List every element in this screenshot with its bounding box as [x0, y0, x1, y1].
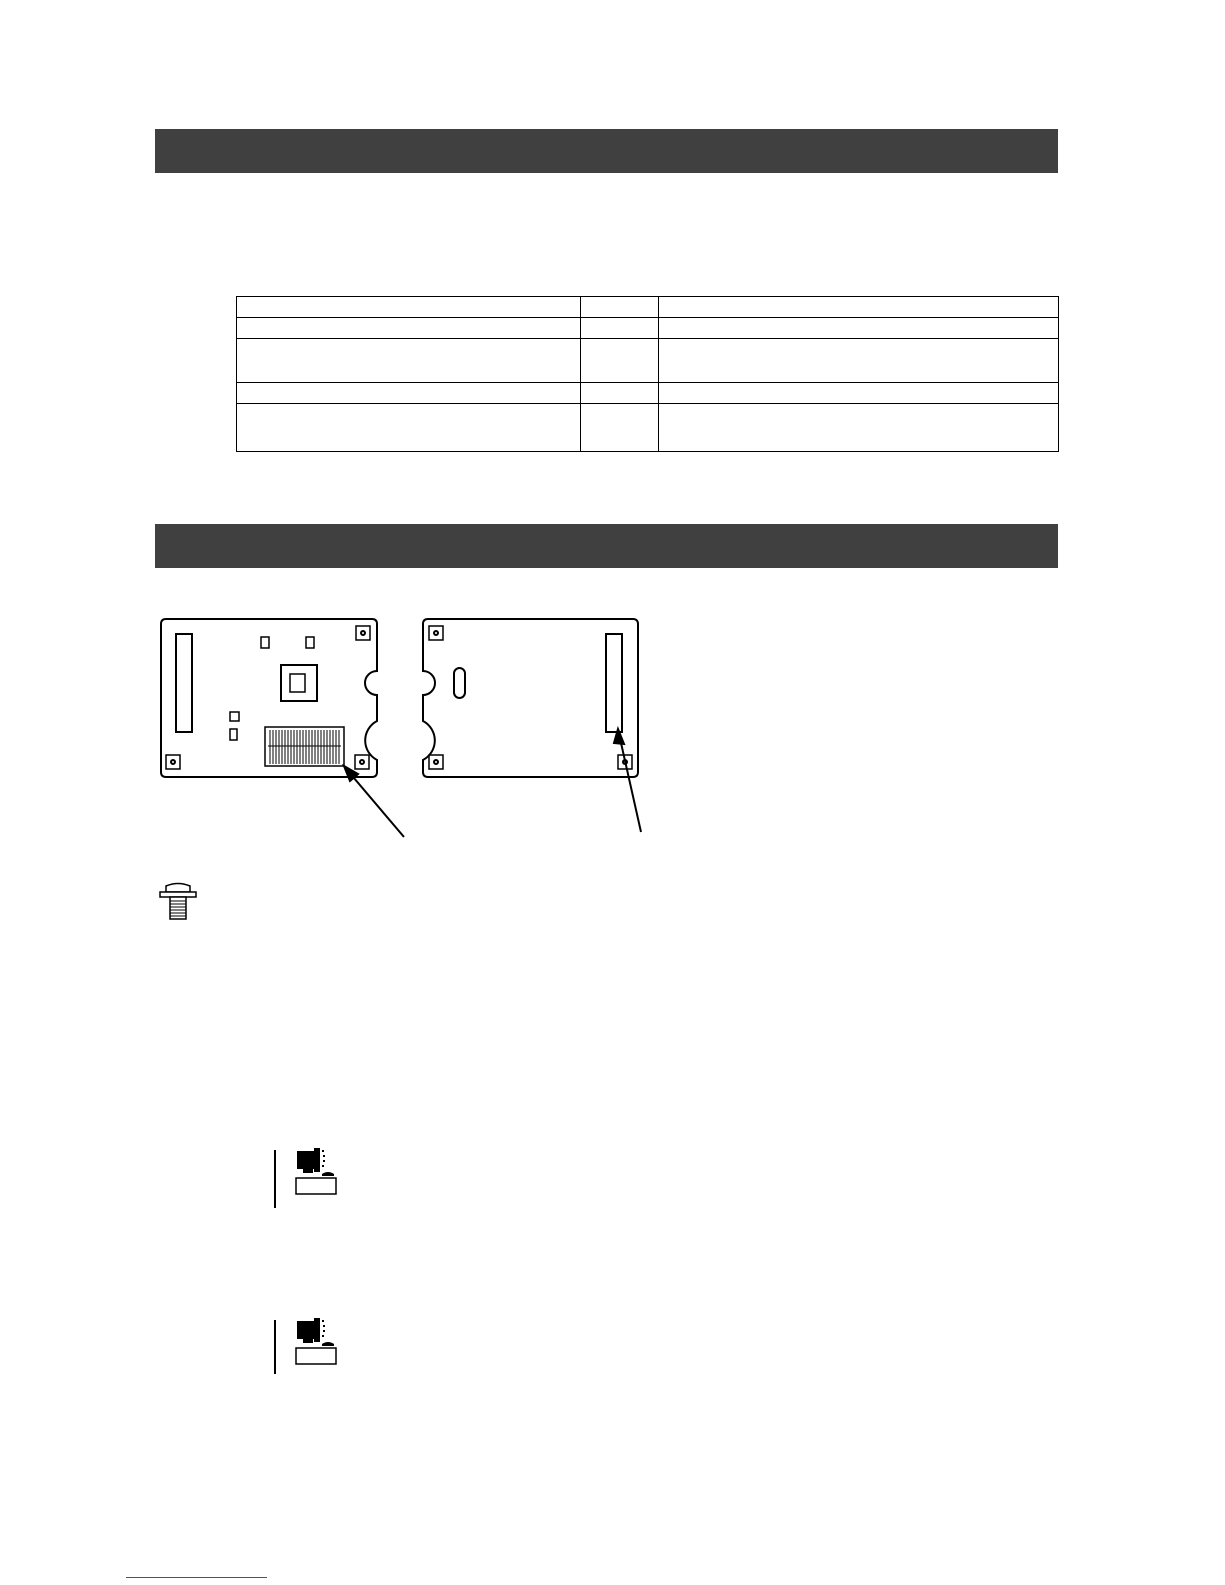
screw-icon — [156, 882, 200, 922]
note-marker-1 — [274, 1150, 276, 1208]
cpu-chip — [281, 665, 317, 701]
computer-user-icon — [294, 1148, 340, 1196]
left-board-slot — [176, 634, 192, 732]
callout-arrow-left — [348, 771, 404, 837]
right-board-slot — [606, 634, 622, 732]
note-marker-2 — [274, 1320, 276, 1374]
computer-user-icon — [294, 1318, 340, 1366]
footer-link[interactable] — [126, 1577, 267, 1578]
